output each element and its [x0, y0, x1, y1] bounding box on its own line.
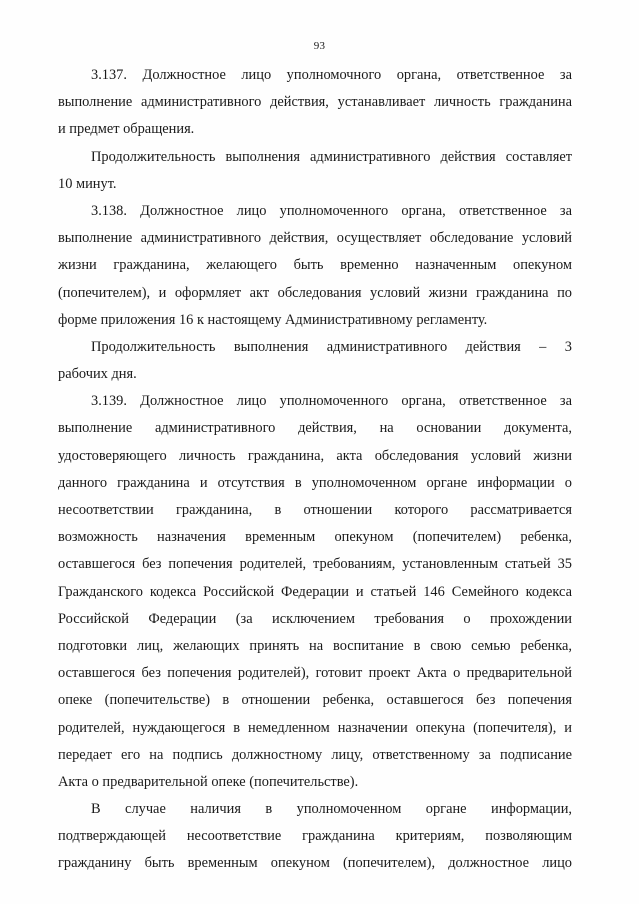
text-line: Продолжительность выполнения административного действия составляет: [91, 148, 572, 165]
text-line: форме приложения 16 к настоящему Административному регламенту.: [58, 311, 488, 328]
text-line: Акта о предварительной опеке (попечительстве).: [58, 773, 359, 790]
text-line: рабочих дня.: [58, 366, 137, 383]
text-line: Гражданского кодекса Российской Федерации и статьей 146 Семейного кодекса: [58, 583, 572, 600]
text-line: подготовки лиц, желающих принять на воспитание в свою семью ребенка,: [58, 637, 572, 654]
text-line: В случае наличия в уполномоченном органе информации,: [91, 801, 572, 818]
text-line: передает его на подпись должностному лицу, ответственному за подписание: [58, 746, 572, 763]
text-line: 10 минут.: [58, 175, 117, 192]
text-line: Российской Федерации (за исключением требования о прохождении: [58, 610, 572, 627]
text-line: оставшегося без попечения родителей, требованиям, установленным статьей 35: [58, 556, 572, 573]
text-line: Продолжительность выполнения административного действия – 3: [91, 338, 572, 355]
page-number: 93: [313, 40, 326, 52]
text-line: данного гражданина и отсутствия в уполномоченном органе информации о: [58, 474, 572, 491]
text-line: гражданину быть временным опекуном (попечителем), должностное лицо: [58, 855, 572, 872]
document-body: [58, 62, 572, 878]
text-line: выполнение административного действия, осуществляет обследование условий: [58, 230, 572, 247]
paragraph: [58, 796, 572, 878]
text-line: 3.139. Должностное лицо уполномоченного органа, ответственное за: [91, 393, 572, 410]
text-line: родителей, нуждающегося в немедленном назначении опекуна (попечителя), и: [58, 719, 572, 736]
text-line: оставшегося без попечения родителей), готовит проект Акта о предварительной: [58, 665, 572, 682]
text-line: удостоверяющего личность гражданина, акта обследования условий жизни: [58, 447, 572, 464]
text-line: подтверждающей несоответствие гражданина критериям, позволяющим: [58, 828, 572, 845]
paragraph: [58, 62, 572, 144]
paragraph: [58, 144, 572, 198]
text-line: опеке (попечительстве) в отношении ребенка, оставшегося без попечения: [58, 692, 572, 709]
text-line: жизни гражданина, желающего быть временно назначенным опекуном: [58, 257, 572, 274]
text-line: (попечителем), и оформляет акт обследования условий жизни гражданина по: [58, 284, 572, 301]
paragraph: [58, 388, 572, 796]
text-line: и предмет обращения.: [58, 121, 195, 138]
paragraph: [58, 334, 572, 388]
paragraph: [58, 198, 572, 334]
text-line: 3.138. Должностное лицо уполномоченного органа, ответственное за: [91, 202, 572, 219]
text-line: выполнение административного действия, устанавливает личность гражданина: [58, 94, 572, 111]
text-line: 3.137. Должностное лицо уполномочного органа, ответственное за: [91, 67, 572, 83]
text-line: выполнение административного действия, на основании документа,: [58, 420, 572, 437]
text-line: несоответствии гражданина, в отношении которого рассматривается: [58, 502, 572, 518]
text-line: возможность назначения временным опекуном (попечителем) ребенка,: [58, 529, 572, 546]
